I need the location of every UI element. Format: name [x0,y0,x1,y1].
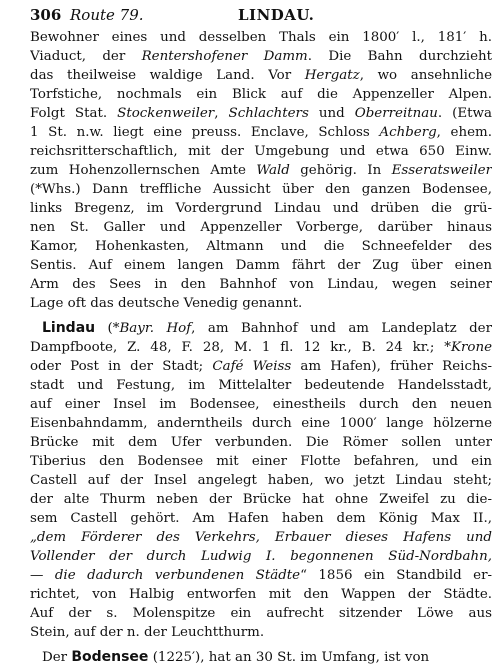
text-line [30,414,492,433]
text-line [30,376,492,395]
italic-run: Schlachters [228,106,309,121]
text-line [30,547,492,566]
text-run: Tiberius den Bodensee mit einer Flotte befahren, und ein [30,454,492,469]
text-line [30,604,492,623]
text-line [30,294,492,313]
text-run: (* [95,321,120,336]
text-run: Kamor, Hohenkasten, Altmann und die Schneefelder des [30,239,492,254]
text-run: richtet, von Halbig entworfen mit den Wappen der Städte. [30,587,492,602]
italic-run: Vollender der durch Ludwig I. begonnenen Süd-Nordbahn, [30,549,492,564]
text-run: Dampfboote, Z. 48, F. 28, M. 1 fl. 12 kr., B. 24 kr.; * [30,340,451,355]
text-line [30,275,492,294]
text-line [30,471,492,490]
italic-run: Rentershofener Damm [141,49,308,64]
route-label: Route 79. [70,6,144,24]
text-run: 1 St. n.w. liegt eine preuss. Enclave, Schloss [30,125,380,140]
text-run: Torfstiche, nochmals ein Blick auf die Appenzeller Alpen. [30,87,492,102]
text-run: Auf der s. Molenspitze ein aufrecht sitzender Löwe aus [30,606,492,621]
italic-run: Stockenweiler [117,106,215,121]
text-line [30,85,492,104]
text-run: der alte Thurm neben der Brücke hat ohne Zweifel zu die- [30,492,492,507]
text-run: , ehem. [436,125,492,140]
page-number: 306 [30,6,62,24]
text-run: (1225′), hat an 30 St. im Umfang, ist von [148,650,430,665]
body-text [30,28,492,667]
text-line [30,585,492,604]
text-line [30,528,492,547]
text-run: (*Whs.) Dann treffliche Aussicht über den ganzen Bodensee, [30,182,492,197]
text-line [30,566,492,585]
text-run: . Die Bahn durchzieht [307,49,492,64]
text-run: Der [42,650,72,665]
section-heading: Bodensee [71,649,149,665]
text-run: Lage oft das deutsche Venedig genannt. [30,296,303,311]
text-run: das theilweise waldige Land. Vor [30,68,305,83]
paragraph [30,648,492,667]
text-run: stadt und Festung, im Mittelalter bedeutende Handelsstadt, [30,378,492,393]
text-run: Eisenbahndamm, anderntheils durch eine 1000′ lange hölzerne [30,416,492,431]
text-line [30,256,492,275]
text-line [30,648,492,667]
italic-run: Café Weiss [212,359,292,374]
text-run: Bewohner eines und desselben Thals ein 1800′ l., 181′ h. [30,30,492,45]
text-run: , [214,106,229,121]
text-run: “ 1856 ein Standbild er- [300,568,492,583]
running-header [30,4,492,28]
italic-run: Esseratsweiler [391,163,492,178]
text-run: oder Post in der Stadt; [30,359,213,374]
text-line [30,28,492,47]
text-line [30,104,492,123]
text-run: Folgt Stat. [30,106,118,121]
italic-run: Hergatz [304,68,360,83]
text-line [30,319,492,338]
paragraph [30,28,492,313]
text-line [30,47,492,66]
page-title: LINDAU. [238,6,315,24]
text-line [30,623,492,642]
text-line [30,199,492,218]
italic-run: „dem Förderer des Verkehrs, Erbauer dieses Hafens und [30,530,492,545]
book-page [30,4,492,667]
text-line [30,123,492,142]
italic-run: Wald [256,163,290,178]
italic-run: Achberg [379,125,437,140]
text-line [30,490,492,509]
text-run: , am Bahnhof und am Landeplatz der [191,321,492,336]
text-line [30,180,492,199]
text-run: Arm des Sees in den Bahnhof von Lindau, wegen seiner [30,277,492,292]
section-heading: Lindau [42,320,96,336]
text-run: Brücke mit dem Ufer verbunden. Die Römer sollen unter [30,435,492,450]
text-run: sem Castell gehört. Am Hafen haben dem König Max II., [30,511,492,526]
text-run: Stein, auf der n. der Leuchtthurm. [30,625,265,640]
text-run: reichsritterschaftlich, mit der Umgebung und etwa 650 Einw. [30,144,492,159]
italic-run: Bayr. Hof [119,321,192,336]
text-line [30,161,492,180]
text-run: . (Etwa [437,106,492,121]
text-line [30,433,492,452]
text-run: Sentis. Auf einem langen Damm fährt der Zug über einen [30,258,492,273]
text-line [30,395,492,414]
italic-run: Oberreitnau [354,106,438,121]
text-run: gehörig. In [289,163,392,178]
text-line [30,509,492,528]
text-run: Castell auf der Insel angelegt haben, wo jetzt Lindau steht; [30,473,492,488]
paragraph [30,319,492,642]
text-run: zum Hohenzollernschen Amte [30,163,257,178]
text-line [30,452,492,471]
text-line [30,66,492,85]
text-run: auf einer Insel im Bodensee, einestheils durch den neuen [30,397,492,412]
text-line [30,357,492,376]
text-run: nen St. Galler und Appenzeller Vorberge, darüber hinaus [30,220,492,235]
text-line [30,237,492,256]
text-run: Viaduct, der [30,49,142,64]
italic-run: — die dadurch verbundenen Städte [30,568,301,583]
text-line [30,218,492,237]
text-run: links Bregenz, im Vordergrund Lindau und drüben die grü- [30,201,492,216]
text-line [30,142,492,161]
text-run: , wo ansehnliche [359,68,492,83]
text-run: am Hafen), früher Reichs- [291,359,492,374]
text-run: und [308,106,355,121]
text-line [30,338,492,357]
italic-run: Krone [450,340,492,355]
